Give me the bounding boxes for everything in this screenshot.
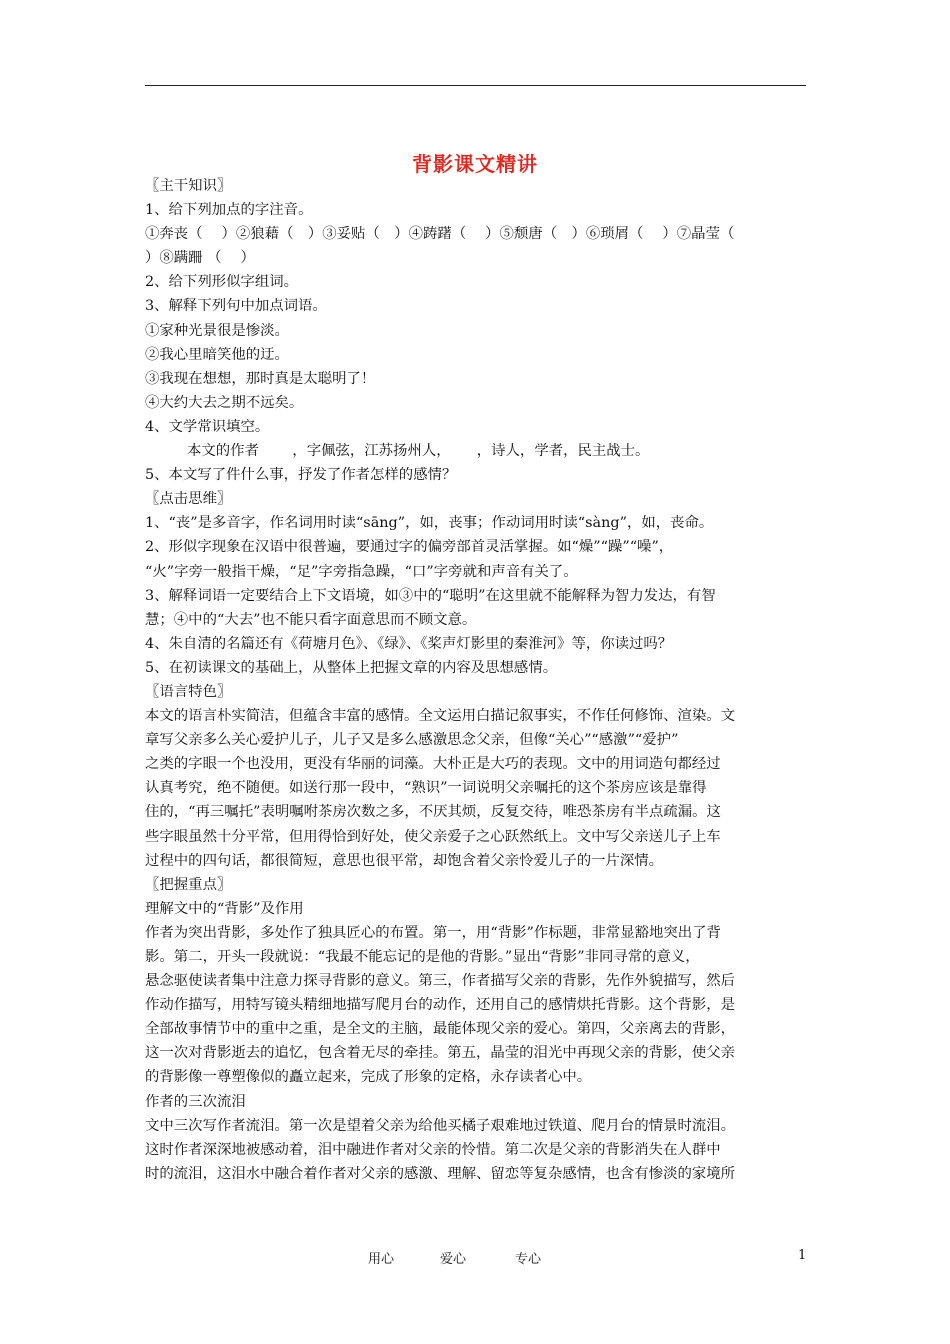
page-footer bbox=[0, 1248, 950, 1268]
text-line: 3、解释词语一定要结合上下文语境，如③中的“聪明”在这里就不能解释为智力发达，有智 bbox=[145, 587, 716, 604]
document-body bbox=[145, 174, 813, 1186]
text-line: 理解文中的“背影”及作用 bbox=[145, 900, 304, 917]
text-line: 2、形似字现象在汉语中很普遍，要通过字的偏旁部首灵活掌握。如“燥”“躁”“噪”， bbox=[145, 539, 674, 556]
text-line: 4、朱自清的名篇还有《荷塘月色》、《绿》、《桨声灯影里的秦淮河》等，你读过吗？ bbox=[145, 635, 673, 652]
text-line: 5、在初读课文的基础上，从整体上把握文章的内容及思想感情。 bbox=[145, 659, 558, 676]
text-line: 1、给下列加点的字注音。 bbox=[145, 202, 313, 219]
text-line: 时的流泪，这泪水中融合着作者对父亲的感激、理解、留恋等复杂感情，也含有惨淡的家境所 bbox=[145, 1165, 736, 1182]
text-line: 2、给下列形似字组词。 bbox=[145, 274, 299, 291]
text-line: 住的，“再三嘱托”表明嘱咐茶房次数之多，不厌其烦，反复交待，唯恐茶房有半点疏漏。这 bbox=[145, 804, 721, 821]
text-line: 这时作者深深地被感动着，泪中融进作者对父亲的怜惜。第二次是父亲的背影消失在人群中 bbox=[145, 1141, 721, 1158]
text-line: ①奔丧（ ）②狼藉（ ）③妥贴（ ）④踌躇（ ）⑤颓唐（ ）⑥琐屑（ ）⑦晶莹（ bbox=[145, 226, 735, 243]
text-line: 作者的三次流泪 bbox=[145, 1093, 246, 1110]
text-line: 慧；④中的“大去”也不能只看字面意思而不顾文意。 bbox=[145, 611, 477, 628]
text-line: 4、文学常识填空。 bbox=[145, 418, 270, 435]
footer-text-middle: 爱心 bbox=[440, 1252, 467, 1267]
text-line: 作动作描写，用特写镜头精细地描写爬月台的动作，还用自己的感情烘托背影。这个背影，是 bbox=[145, 997, 736, 1014]
text-line: 影。第二，开头一段就说：“我最不能忘记的是他的背影。”显出“背影”非同寻常的意义， bbox=[145, 949, 700, 965]
text-line: 本文的语言朴实简洁，但蕴含丰富的感情。全文运用白描记叙事实，不作任何修饰、渲染。文 bbox=[145, 708, 736, 725]
text-line: 5、本文写了件什么事，抒发了作者怎样的感情？ bbox=[145, 467, 457, 484]
text-line: 〖语言特色〗 bbox=[145, 683, 232, 700]
text-line: 〖点击思维〗 bbox=[145, 491, 232, 508]
text-line: “火”字旁一般指干燥，“足”字旁指急躁，“口”字旁就和声音有关了。 bbox=[145, 563, 578, 580]
header-rule bbox=[145, 85, 806, 86]
text-line: ②我心里暗笑他的迂。 bbox=[145, 346, 289, 363]
text-line: 些字眼虽然十分平常，但用得恰到好处，使父亲爱子之心跃然纸上。文中写父亲送儿子上车 bbox=[145, 828, 721, 845]
text-line: ③我现在想想，那时真是太聪明了！ bbox=[145, 370, 376, 387]
text-line: 本文的作者 ，字佩弦，江苏扬州人， ，诗人，学者，民主战士。 bbox=[187, 443, 650, 460]
text-line: 之类的字眼一个也没用，更没有华丽的词藻。大朴正是大巧的表现。文中的用词造句都经过 bbox=[145, 756, 721, 773]
text-line: 悬念驱使读者集中注意力探寻背影的意义。第三，作者描写父亲的背影，先作外貌描写，然后 bbox=[145, 973, 736, 990]
text-line: 作者为突出背影，多处作了独具匠心的布置。第一，用“背影”作标题，非常显豁地突出了背 bbox=[145, 924, 721, 941]
text-line: 这一次对背影逝去的追忆，包含着无尽的牵挂。第五，晶莹的泪光中再现父亲的背影，使父亲 bbox=[145, 1045, 736, 1062]
page-number: 1 bbox=[798, 1248, 807, 1263]
text-line: ①家种光景很是惨淡。 bbox=[145, 322, 289, 339]
text-line: 过程中的四句话，都很简短，意思也很平常，却饱含着父亲怜爱儿子的一片深情。 bbox=[145, 852, 664, 869]
text-line: 章写父亲多么关心爱护儿子，儿子又是多么感激思念父亲，但像“关心”“感激”“爱护” bbox=[145, 732, 679, 749]
text-line: ）⑧蹒跚 （ ） bbox=[145, 250, 255, 267]
text-line: 3、解释下列句中加点词语。 bbox=[145, 298, 327, 315]
text-line: 〖把握重点〗 bbox=[145, 876, 232, 893]
text-line: 认真考究，绝不随便。如送行那一段中，“熟识”一词说明父亲嘱托的这个茶房应该是靠得 bbox=[145, 780, 707, 797]
footer-text-left: 用心 bbox=[368, 1252, 395, 1267]
text-line: 1、“丧”是多音字，作名词用时读“sāng”，如，丧事；作动词用时读“sàng”，如，丧命。 bbox=[145, 515, 714, 532]
text-line: 文中三次写作者流泪。第一次是望着父亲为给他买橘子艰难地过铁道、爬月台的情景时流泪。 bbox=[145, 1117, 736, 1134]
page-title: 背影课文精讲 bbox=[412, 152, 538, 176]
text-line: 的背影像一尊塑像似的矗立起来，完成了形象的定格，永存读者心中。 bbox=[145, 1069, 592, 1086]
text-line: 全部故事情节中的重中之重，是全文的主脑，最能体现父亲的爱心。第四，父亲离去的背影， bbox=[145, 1021, 736, 1038]
text-line: 〖主干知识〗 bbox=[145, 178, 232, 194]
text-line: ④大约大去之期不远矣。 bbox=[145, 394, 304, 411]
footer-text-right: 专心 bbox=[515, 1252, 542, 1267]
